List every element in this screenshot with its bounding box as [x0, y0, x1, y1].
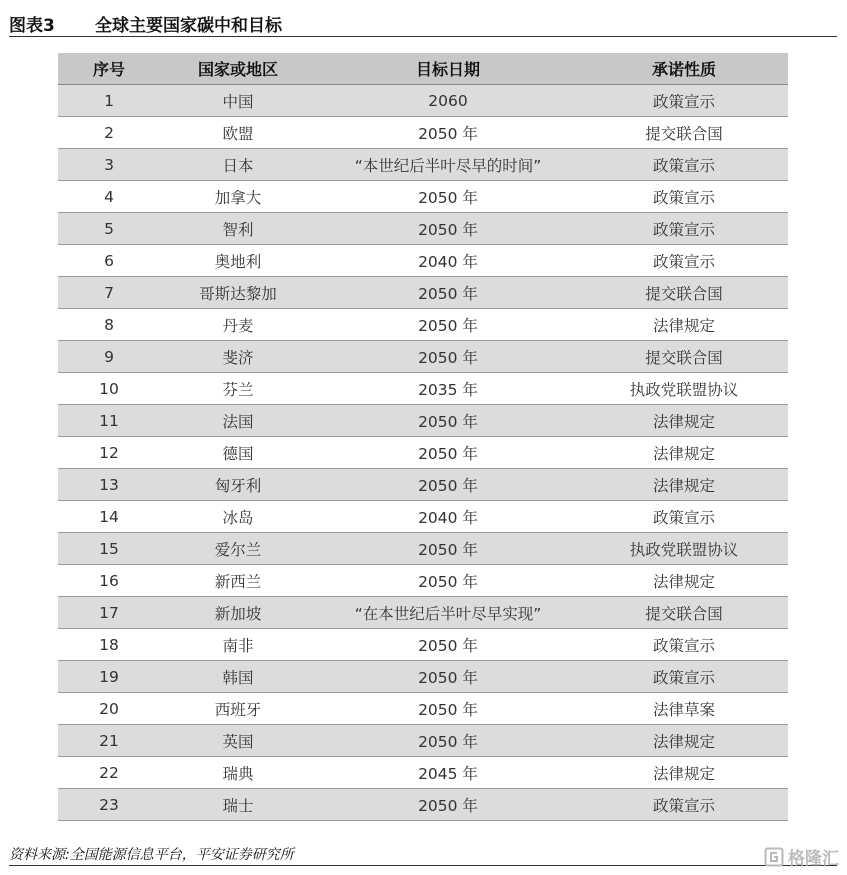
table-body: [58, 85, 788, 821]
table-row: [58, 565, 788, 597]
cell-index: 18: [58, 629, 160, 661]
cell-commitment-type: 政策宣示: [580, 245, 788, 277]
watermark-text: 格隆汇: [788, 849, 839, 869]
cell-index: 20: [58, 693, 160, 725]
figure-title: 全球主要国家碳中和目标: [95, 15, 282, 36]
cell-commitment-type: 执政党联盟协议: [580, 533, 788, 565]
table-row: [58, 181, 788, 213]
table-row: [58, 629, 788, 661]
table-row: [58, 501, 788, 533]
carbon-neutral-table-container: [58, 53, 788, 821]
cell-target-date: 2050 年: [316, 181, 580, 213]
cell-target-date: 2050 年: [316, 405, 580, 437]
cell-commitment-type: 执政党联盟协议: [580, 373, 788, 405]
table-row: [58, 757, 788, 789]
cell-index: 7: [58, 277, 160, 309]
cell-commitment-type: 政策宣示: [580, 789, 788, 821]
cell-index: 8: [58, 309, 160, 341]
cell-target-date: 2050 年: [316, 213, 580, 245]
cell-target-date: 2050 年: [316, 309, 580, 341]
cell-commitment-type: 政策宣示: [580, 213, 788, 245]
cell-commitment-type: 政策宣示: [580, 501, 788, 533]
figure-number: 图表3: [9, 15, 55, 36]
cell-target-date: 2050 年: [316, 661, 580, 693]
cell-country: 中国: [160, 85, 316, 117]
cell-target-date: 2050 年: [316, 565, 580, 597]
table-row: [58, 693, 788, 725]
cell-country: 法国: [160, 405, 316, 437]
cell-target-date: 2050 年: [316, 533, 580, 565]
table-row: [58, 405, 788, 437]
cell-index: 17: [58, 597, 160, 629]
cell-commitment-type: 法律规定: [580, 405, 788, 437]
cell-target-date: 2050 年: [316, 725, 580, 757]
cell-index: 22: [58, 757, 160, 789]
header-country: 国家或地区: [160, 53, 316, 85]
table-row: [58, 725, 788, 757]
figure-header: [9, 10, 837, 37]
table-header-row: [58, 53, 788, 85]
cell-target-date: “本世纪后半叶尽早的时间”: [316, 149, 580, 181]
cell-index: 15: [58, 533, 160, 565]
cell-commitment-type: 提交联合国: [580, 277, 788, 309]
cell-commitment-type: 提交联合国: [580, 597, 788, 629]
cell-country: 西班牙: [160, 693, 316, 725]
cell-country: 新加坡: [160, 597, 316, 629]
source-note: 资料来源:全国能源信息平台，平安证券研究所: [9, 843, 837, 866]
cell-commitment-type: 提交联合国: [580, 341, 788, 373]
table-row: [58, 85, 788, 117]
cell-country: 欧盟: [160, 117, 316, 149]
cell-country: 冰岛: [160, 501, 316, 533]
cell-index: 16: [58, 565, 160, 597]
cell-country: 丹麦: [160, 309, 316, 341]
cell-index: 4: [58, 181, 160, 213]
cell-target-date: 2040 年: [316, 501, 580, 533]
table-row: [58, 117, 788, 149]
cell-index: 23: [58, 789, 160, 821]
cell-commitment-type: 政策宣示: [580, 661, 788, 693]
cell-index: 6: [58, 245, 160, 277]
table-row: [58, 469, 788, 501]
table-row: [58, 437, 788, 469]
watermark: [764, 844, 839, 869]
cell-commitment-type: 法律规定: [580, 309, 788, 341]
table-row: [58, 309, 788, 341]
cell-target-date: 2060: [316, 85, 580, 117]
header-target-date: 目标日期: [316, 53, 580, 85]
cell-country: 匈牙利: [160, 469, 316, 501]
cell-country: 南非: [160, 629, 316, 661]
cell-target-date: 2050 年: [316, 437, 580, 469]
cell-target-date: 2050 年: [316, 117, 580, 149]
cell-commitment-type: 政策宣示: [580, 85, 788, 117]
cell-index: 11: [58, 405, 160, 437]
carbon-neutral-table: [58, 53, 788, 821]
cell-country: 斐济: [160, 341, 316, 373]
cell-index: 1: [58, 85, 160, 117]
cell-commitment-type: 法律规定: [580, 437, 788, 469]
cell-index: 5: [58, 213, 160, 245]
cell-commitment-type: 法律规定: [580, 725, 788, 757]
table-row: [58, 341, 788, 373]
cell-target-date: “在本世纪后半叶尽早实现”: [316, 597, 580, 629]
cell-commitment-type: 政策宣示: [580, 181, 788, 213]
table-row: [58, 533, 788, 565]
cell-target-date: 2045 年: [316, 757, 580, 789]
cell-target-date: 2050 年: [316, 341, 580, 373]
cell-country: 爱尔兰: [160, 533, 316, 565]
cell-country: 芬兰: [160, 373, 316, 405]
table-row: [58, 213, 788, 245]
cell-index: 13: [58, 469, 160, 501]
cell-index: 9: [58, 341, 160, 373]
cell-country: 日本: [160, 149, 316, 181]
gelonghui-logo-icon: [764, 847, 784, 867]
cell-commitment-type: 政策宣示: [580, 149, 788, 181]
cell-country: 韩国: [160, 661, 316, 693]
table-row: [58, 373, 788, 405]
cell-target-date: 2040 年: [316, 245, 580, 277]
table-row: [58, 245, 788, 277]
cell-target-date: 2050 年: [316, 693, 580, 725]
cell-index: 12: [58, 437, 160, 469]
cell-index: 3: [58, 149, 160, 181]
cell-commitment-type: 提交联合国: [580, 117, 788, 149]
table-row: [58, 149, 788, 181]
table-row: [58, 277, 788, 309]
cell-country: 德国: [160, 437, 316, 469]
cell-commitment-type: 法律规定: [580, 469, 788, 501]
cell-country: 新西兰: [160, 565, 316, 597]
cell-country: 英国: [160, 725, 316, 757]
cell-index: 14: [58, 501, 160, 533]
cell-country: 加拿大: [160, 181, 316, 213]
cell-index: 19: [58, 661, 160, 693]
cell-country: 瑞典: [160, 757, 316, 789]
cell-target-date: 2035 年: [316, 373, 580, 405]
cell-commitment-type: 法律草案: [580, 693, 788, 725]
cell-index: 21: [58, 725, 160, 757]
cell-country: 奥地利: [160, 245, 316, 277]
cell-target-date: 2050 年: [316, 789, 580, 821]
cell-country: 哥斯达黎加: [160, 277, 316, 309]
cell-target-date: 2050 年: [316, 277, 580, 309]
cell-target-date: 2050 年: [316, 629, 580, 661]
cell-commitment-type: 法律规定: [580, 565, 788, 597]
cell-commitment-type: 政策宣示: [580, 629, 788, 661]
table-row: [58, 789, 788, 821]
cell-target-date: 2050 年: [316, 469, 580, 501]
cell-index: 2: [58, 117, 160, 149]
table-row: [58, 661, 788, 693]
table-row: [58, 597, 788, 629]
header-commitment-type: 承诺性质: [580, 53, 788, 85]
cell-country: 智利: [160, 213, 316, 245]
header-index: 序号: [58, 53, 160, 85]
cell-country: 瑞士: [160, 789, 316, 821]
cell-index: 10: [58, 373, 160, 405]
cell-commitment-type: 法律规定: [580, 757, 788, 789]
